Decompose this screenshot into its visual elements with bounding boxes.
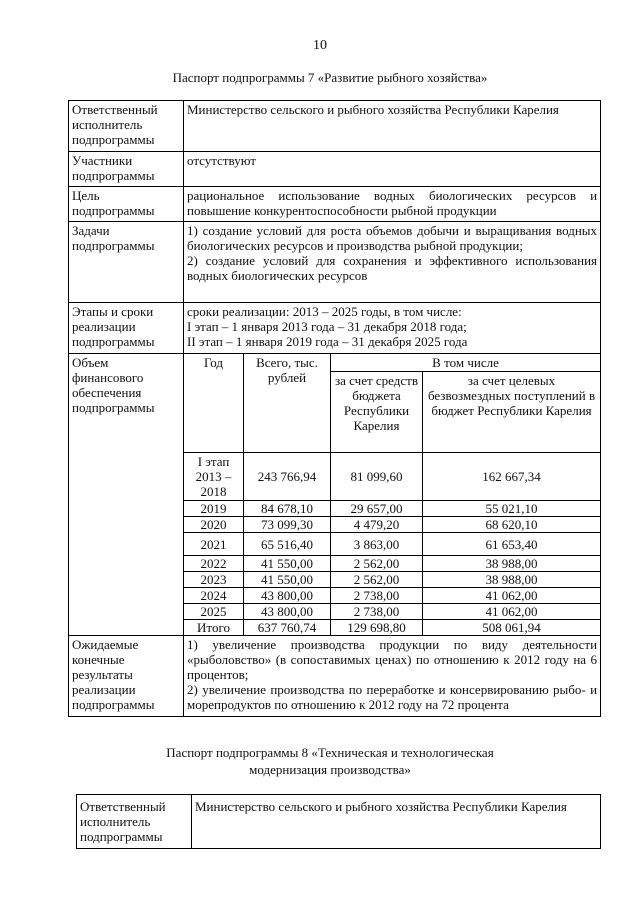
cell-budget: 4 479,20: [331, 517, 423, 533]
row-label: Участники подпрограммы: [69, 152, 184, 187]
cell-budget: 2 562,00: [331, 572, 423, 588]
cell-year: I этап 2013 – 2018: [184, 453, 244, 501]
passport8-title-line: модернизация производства»: [249, 762, 411, 777]
cell-budget: 129 698,80: [331, 620, 423, 636]
row-label: Объем финансового обеспечения подпрограммы: [69, 354, 184, 636]
table-row: [69, 187, 601, 222]
row-value: отсутствуют: [184, 152, 601, 187]
cell-budget: 2 738,00: [331, 604, 423, 620]
cell-grants: 162 667,34: [423, 453, 601, 501]
cell-total: 65 516,40: [244, 533, 331, 556]
table-row: [69, 222, 601, 303]
page-number: 10: [313, 38, 327, 53]
header-year: Год: [184, 354, 244, 453]
row-label: Задачи подпрограммы: [69, 222, 184, 303]
table-row: [69, 101, 601, 152]
stage-line: сроки реализации: 2013 – 2025 годы, в том числе:: [187, 304, 462, 319]
task-item: 2) создание условий для сохранения и эффективного использования водных биологических ресурсов: [187, 253, 598, 283]
header-grants: за счет целевых безвозмездных поступлений в бюджет Республики Карелия: [423, 372, 601, 453]
cell-grants: 38 988,00: [423, 556, 601, 572]
cell-total: 41 550,00: [244, 556, 331, 572]
cell-year: 2022: [184, 556, 244, 572]
cell-grants: 41 062,00: [423, 604, 601, 620]
header-including: В том числе: [331, 354, 601, 372]
table-row: [69, 303, 601, 354]
stage-line: I этап – 1 января 2013 года – 31 декабря 2018 года;: [187, 319, 467, 334]
passport8-table: [76, 794, 601, 849]
cell-grants: 68 620,10: [423, 517, 601, 533]
cell-grants: 61 653,40: [423, 533, 601, 556]
cell-grants: 38 988,00: [423, 572, 601, 588]
passport8-title-line: Паспорт подпрограммы 8 «Техническая и технологическая: [166, 745, 494, 760]
passport7-title: Паспорт подпрограммы 7 «Развитие рыбного хозяйства»: [172, 70, 488, 85]
funding-header-row: [69, 354, 601, 372]
cell-total: 243 766,94: [244, 453, 331, 501]
cell-year: 2023: [184, 572, 244, 588]
cell-budget: 3 863,00: [331, 533, 423, 556]
passport8-title: [60, 744, 600, 778]
task-item: 1) создание условий для роста объемов добычи и выращивания водных биологических ресурсов и производства рыбной продукции;: [187, 223, 598, 253]
table-row: [69, 152, 601, 187]
cell-total: 43 800,00: [244, 604, 331, 620]
cell-budget: 81 099,60: [331, 453, 423, 501]
cell-year: 2021: [184, 533, 244, 556]
table-row: [77, 795, 601, 849]
table-row: [69, 636, 601, 717]
header-budget: за счет средств бюджета Республики Карелия: [331, 372, 423, 453]
row-label: Цель подпрограммы: [69, 187, 184, 222]
cell-budget: 29 657,00: [331, 501, 423, 517]
cell-total: 84 678,10: [244, 501, 331, 517]
cell-budget: 2 562,00: [331, 556, 423, 572]
cell-year: 2025: [184, 604, 244, 620]
cell-total: 43 800,00: [244, 588, 331, 604]
cell-total: 637 760,74: [244, 620, 331, 636]
row-value: [184, 636, 601, 717]
cell-year: 2020: [184, 517, 244, 533]
row-label: Этапы и сроки реализации подпрограммы: [69, 303, 184, 354]
row-label: Ответственный исполнитель подпрограммы: [77, 795, 192, 849]
cell-total: 41 550,00: [244, 572, 331, 588]
row-value: рациональное использование водных биологических ресурсов и повышение конкурентоспособности рыбной продукции: [184, 187, 601, 222]
result-item: 1) увеличение производства продукции по виду деятельности «рыболовство» (в сопоставимых ценах) по отношению к 2012 году на 6 процентов;: [187, 637, 598, 682]
cell-year: Итого: [184, 620, 244, 636]
row-value: [184, 303, 601, 354]
stage-line: II этап – 1 января 2019 года – 31 декабря 2025 года: [187, 334, 468, 349]
result-item: 2) увеличение производства по переработке и консервированию рыбо- и морепродуктов по отношению к 2012 году на 72 процента: [187, 682, 598, 712]
row-value: [184, 222, 601, 303]
passport7-table: [68, 100, 601, 717]
cell-budget: 2 738,00: [331, 588, 423, 604]
cell-year: 2019: [184, 501, 244, 517]
cell-grants: 55 021,10: [423, 501, 601, 517]
row-label: Ожидаемые конечные результаты реализации подпрограммы: [69, 636, 184, 717]
cell-grants: 508 061,94: [423, 620, 601, 636]
row-value: Министерство сельского и рыбного хозяйства Республики Карелия: [184, 101, 601, 152]
row-value: Министерство сельского и рыбного хозяйства Республики Карелия: [192, 795, 601, 849]
cell-year: 2024: [184, 588, 244, 604]
header-total: Всего, тыс. рублей: [244, 354, 331, 453]
cell-total: 73 099,30: [244, 517, 331, 533]
cell-grants: 41 062,00: [423, 588, 601, 604]
row-label: Ответственный исполнитель подпрограммы: [69, 101, 184, 152]
